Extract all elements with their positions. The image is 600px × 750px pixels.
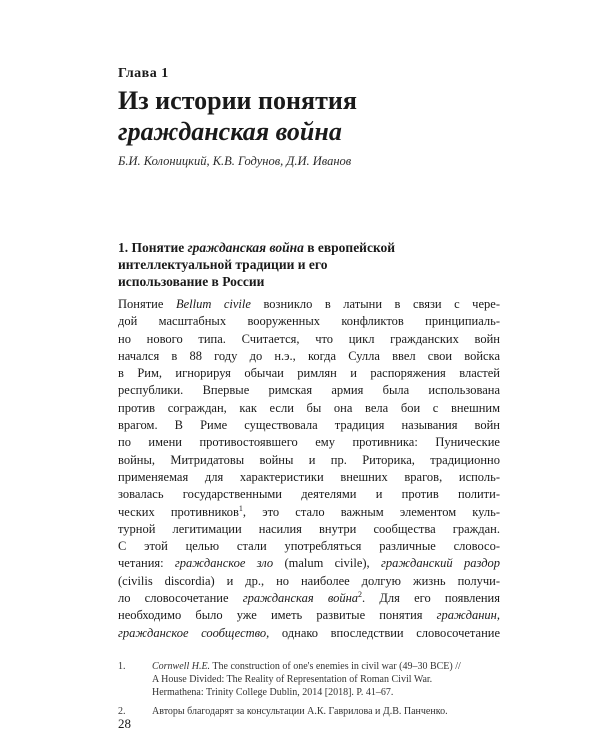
body-line: зовалась государственными деятелями и против полити- <box>118 487 500 502</box>
section-title-line2: интеллектуальной традиции и его <box>118 257 328 272</box>
chapter-title <box>118 85 357 147</box>
footnote-ref-1[interactable]: 1 <box>238 503 243 513</box>
body-line: в Рим, игнорируя обычаи римлян и распоряжения властей <box>118 366 500 381</box>
body-line: С этой целью стали употребляться различные словосо- <box>118 539 500 554</box>
chapter-authors: Б.И. Колоницкий, К.В. Годунов, Д.И. Иванов <box>118 154 352 168</box>
body-line: против сограждан, как если бы она вела бои с внешним <box>118 400 500 415</box>
body-line: ческих противников$^1$, это стало важным элементом куль- <box>118 503 500 519</box>
section-number: 1. <box>118 240 129 255</box>
page-number: 28 <box>118 716 131 731</box>
body-line: гражданское сообщество, однако впоследствии словосочетание <box>118 625 501 640</box>
body-line: начался в 88 году до н.э., когда Сулла ввел свои войска <box>118 348 500 363</box>
body-line: необходимо было уже иметь развитые понятия гражданин, <box>118 608 500 623</box>
section-title-line3: использование в России <box>118 274 265 289</box>
footnote-number: 1. <box>118 661 126 672</box>
body-line: (civilis discordia) и др., но наиболее долгую жизнь получи- <box>118 573 500 588</box>
body-line: республики. Впервые римская армия была использована <box>118 383 500 398</box>
body-line: врагом. В Риме существовала традиция называния войн <box>118 418 500 433</box>
body-line: по имени противостоявшего ему противника: Пунические <box>118 435 500 450</box>
footnote-author: Cornwell H.E. <box>152 661 211 672</box>
body-line: применяемая для характеристики внешних врагов, исполь- <box>118 469 500 484</box>
section-title <box>118 239 498 290</box>
body-line: турной легитимации насилия внутри сообщества граждан. <box>118 521 500 536</box>
body-line: ло словосочетание гражданская война$^2$. Для его появления <box>118 589 500 606</box>
footnote-2: 2. Авторы благодарят за консультации А.К. Гаврилова и Д.В. Панченко. <box>118 706 448 717</box>
body-line: Понятие Bellum civile возникло в латыни в связи с чере- <box>118 297 500 311</box>
body-line: войны, Митридатовы войны и пр. Риторика, традиционно <box>118 452 500 467</box>
chapter-label: Глава 1 <box>118 66 169 81</box>
body-line: четания: гражданское зло (malum civile), гражданский раздор <box>118 556 501 571</box>
chapter-title-line1: Из истории понятия <box>118 86 357 115</box>
body-text <box>118 296 500 642</box>
section-title-line1: 1. Понятие гражданская война в европейской <box>118 240 396 255</box>
chapter-title-line2: гражданская война <box>118 117 342 146</box>
footnotes <box>118 660 500 724</box>
footnote-number: 2. <box>118 706 126 717</box>
footnote-ref-2[interactable]: 2 <box>358 589 363 599</box>
body-line: но нового типа. Считается, что цикл гражданских войн <box>118 331 500 346</box>
footnote-1: 1. Cornwell H.E. The construction of one's enemies in civil war (49–30 BCE) // A House Divided: The Reality of Representation of Roman Civil War. Hermathena: Trinity College Dublin, 2014 [2018]. P. 41–67. <box>118 661 461 698</box>
body-line: дой масштабных вооруженных конфликтов принципиаль- <box>118 314 500 329</box>
